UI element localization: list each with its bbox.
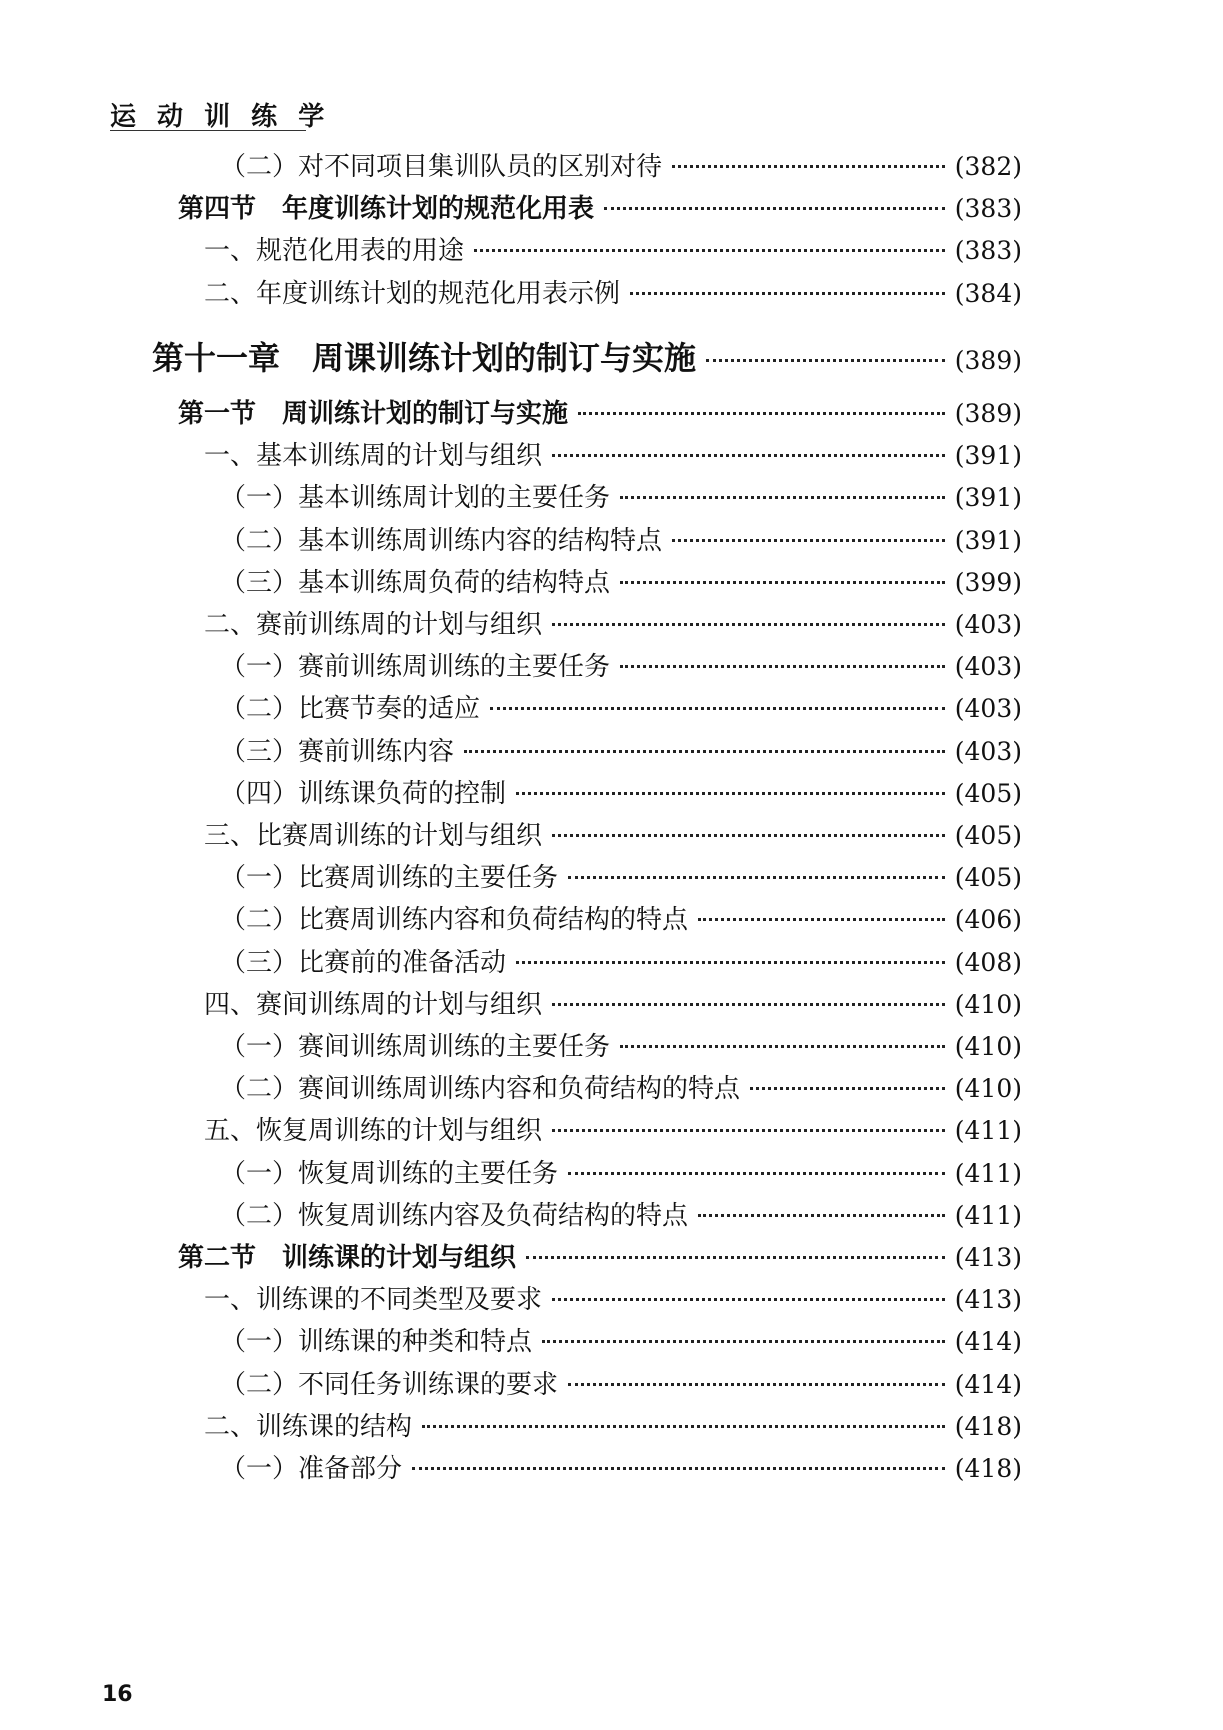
- toc-entry-title: 第一节 周训练计划的制订与实施: [178, 399, 569, 429]
- dot-leader: [630, 292, 945, 295]
- toc-entry-page: (403): [954, 694, 1022, 724]
- toc-entry-page: (410): [954, 1032, 1022, 1061]
- dot-leader: [698, 1214, 945, 1217]
- toc-entry-page: (405): [954, 778, 1022, 808]
- toc-entry: [152, 337, 1022, 382]
- dot-leader: [706, 359, 945, 362]
- dot-leader: [568, 1172, 945, 1175]
- toc-entry-title: 第二节 训练课的计划与组织: [178, 1243, 517, 1273]
- toc-entry-page: (383): [954, 236, 1022, 266]
- toc-entry-title: （二）基本训练周训练内容的结构特点: [220, 525, 663, 556]
- toc-entry-title: 一、训练课的不同类型及要求: [204, 1285, 543, 1316]
- toc-entry-page: (391): [954, 483, 1022, 513]
- toc-entry: [204, 988, 1022, 1022]
- toc-entry-title: （一）赛间训练周训练的主要任务: [220, 1032, 611, 1062]
- toc-entry: [204, 608, 1022, 642]
- dot-leader: [604, 207, 945, 210]
- toc-entry-title: （三）基本训练周负荷的结构特点: [220, 567, 611, 598]
- dot-leader: [552, 834, 945, 837]
- toc-entry: [220, 1368, 1022, 1402]
- toc-entry-title: 三、比赛周训练的计划与组织: [204, 821, 543, 851]
- toc-entry-page: (410): [954, 989, 1022, 1019]
- dot-leader: [620, 1045, 945, 1048]
- dot-leader: [474, 249, 945, 252]
- dot-leader: [412, 1467, 945, 1470]
- toc-entry-page: (405): [954, 863, 1022, 893]
- dot-leader: [552, 623, 945, 626]
- dot-leader: [698, 918, 945, 921]
- toc-entry-title: 五、恢复周训练的计划与组织: [204, 1116, 543, 1147]
- dot-leader: [568, 1383, 945, 1386]
- toc-entry-title: （四）训练课负荷的控制: [220, 778, 507, 809]
- toc-entry: [220, 946, 1022, 980]
- toc-entry-title: （一）赛前训练周训练的主要任务: [220, 652, 611, 683]
- toc-entry-title: 四、赛间训练周的计划与组织: [204, 989, 543, 1020]
- toc-entry-title: （一）准备部分: [220, 1454, 403, 1484]
- toc-entry-title: （二）恢复周训练内容及负荷结构的特点: [220, 1200, 689, 1231]
- toc-entry-page: (410): [954, 1074, 1022, 1104]
- dot-leader: [542, 1340, 945, 1343]
- dot-leader: [620, 665, 945, 668]
- toc-entry-title: （三）赛前训练内容: [220, 736, 455, 767]
- dot-leader: [552, 1003, 945, 1006]
- toc-entry: [178, 1241, 1022, 1275]
- toc-entry-page: (406): [954, 905, 1022, 935]
- toc-entry-title: 第十一章 周课训练计划的制订与实施: [152, 338, 697, 377]
- toc-entry-page: (382): [954, 152, 1022, 181]
- toc-entry-page: (391): [954, 441, 1022, 471]
- toc-entry: [204, 1114, 1022, 1148]
- toc-entry: [220, 524, 1022, 558]
- dot-leader: [750, 1087, 945, 1090]
- dot-leader: [422, 1425, 945, 1428]
- toc-entry: [220, 861, 1022, 895]
- toc-entry: [220, 1452, 1022, 1486]
- dot-leader: [516, 961, 945, 964]
- toc-entry-page: (411): [954, 1158, 1022, 1188]
- toc-entry: [204, 439, 1022, 473]
- toc-entry-title: （一）基本训练周计划的主要任务: [220, 483, 611, 514]
- toc-entry: [220, 1199, 1022, 1233]
- running-head: 运 动 训 练 学: [110, 102, 331, 132]
- toc-entry-title: 二、年度训练计划的规范化用表示例: [204, 278, 621, 309]
- toc-entry-page: (403): [954, 610, 1022, 639]
- toc-entry-page: (391): [954, 525, 1022, 555]
- toc-entry: [220, 692, 1022, 726]
- toc-entry: [220, 903, 1022, 937]
- toc-entry-title: （二）不同任务训练课的要求: [220, 1369, 559, 1400]
- page-number: 16: [102, 1682, 133, 1707]
- toc-entry-page: (411): [954, 1200, 1022, 1230]
- toc-entry: [220, 777, 1022, 811]
- toc-entry-title: （二）比赛节奏的适应: [220, 694, 481, 725]
- toc-entry-page: (405): [954, 821, 1022, 850]
- toc-entry: [204, 819, 1022, 853]
- dot-leader: [552, 1298, 945, 1301]
- toc-entry: [204, 1410, 1022, 1444]
- toc-entry-title: 第四节 年度训练计划的规范化用表: [178, 194, 595, 225]
- toc-entry: [220, 735, 1022, 769]
- dot-leader: [578, 412, 945, 415]
- toc-entry: [204, 277, 1022, 311]
- toc-entry: [178, 192, 1022, 226]
- toc-entry-page: (413): [954, 1285, 1022, 1315]
- toc-entry-title: （一）恢复周训练的主要任务: [220, 1158, 559, 1189]
- dot-leader: [516, 792, 945, 795]
- toc-entry-title: （二）赛间训练周训练内容和负荷结构的特点: [220, 1074, 741, 1105]
- toc-entry-page: (383): [954, 194, 1022, 224]
- dot-leader: [672, 165, 945, 168]
- toc-entry-title: （二）对不同项目集训队员的区别对待: [220, 152, 663, 182]
- toc-entry-page: (403): [954, 736, 1022, 766]
- toc-entry: [220, 481, 1022, 515]
- toc-entry-page: (413): [954, 1243, 1022, 1272]
- toc-entry: [220, 566, 1022, 600]
- dot-leader: [526, 1256, 945, 1259]
- toc-entry-page: (384): [954, 278, 1022, 308]
- dot-leader: [568, 876, 945, 879]
- toc-entry-page: (411): [954, 1116, 1022, 1146]
- toc-entry: [178, 397, 1022, 431]
- toc-entry: [204, 1283, 1022, 1317]
- dot-leader: [620, 581, 945, 584]
- dot-leader: [464, 750, 945, 753]
- toc-entry-title: 一、基本训练周的计划与组织: [204, 441, 543, 472]
- dot-leader: [552, 1129, 945, 1132]
- toc-entry-page: (389): [954, 345, 1022, 375]
- toc-entry: [220, 1325, 1022, 1359]
- toc-entry-title: 一、规范化用表的用途: [204, 236, 465, 267]
- toc-entry-title: （一）比赛周训练的主要任务: [220, 863, 559, 894]
- toc-entry-page: (408): [954, 947, 1022, 977]
- toc-entry: [220, 1030, 1022, 1064]
- toc-entry-page: (403): [954, 652, 1022, 682]
- toc-entry-page: (414): [954, 1369, 1022, 1399]
- dot-leader: [490, 707, 945, 710]
- toc-entry-page: (418): [954, 1454, 1022, 1483]
- toc-entry-page: (418): [954, 1411, 1022, 1441]
- toc-entry: [220, 1157, 1022, 1191]
- toc-entry-title: 二、训练课的结构: [204, 1411, 413, 1442]
- running-head-rule: [110, 130, 306, 131]
- toc-entry-page: (414): [954, 1327, 1022, 1357]
- toc-entry-title: （二）比赛周训练内容和负荷结构的特点: [220, 905, 689, 936]
- toc-entry-title: （三）比赛前的准备活动: [220, 947, 507, 978]
- dot-leader: [672, 539, 945, 542]
- toc-entry: [220, 1072, 1022, 1106]
- toc-entry-title: 二、赛前训练周的计划与组织: [204, 610, 543, 640]
- dot-leader: [620, 496, 945, 499]
- toc-entry-page: (389): [954, 399, 1022, 428]
- toc-entry: [220, 150, 1022, 184]
- toc-entry-title: （一）训练课的种类和特点: [220, 1327, 533, 1358]
- toc-entry: [204, 234, 1022, 268]
- dot-leader: [552, 454, 945, 457]
- toc-entry: [220, 650, 1022, 684]
- toc-entry-page: (399): [954, 567, 1022, 597]
